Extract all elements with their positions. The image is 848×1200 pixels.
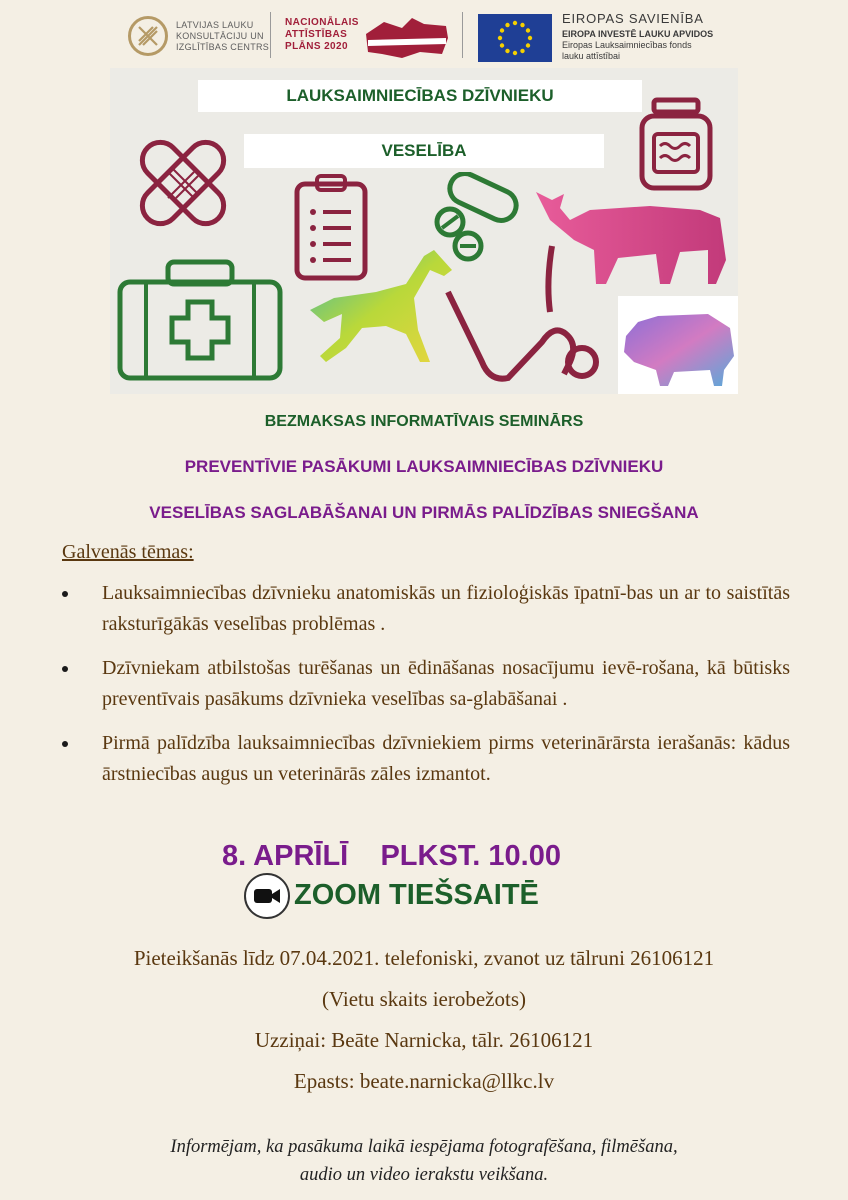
bullet-icon — [62, 741, 68, 747]
nap-line: NACIONĀLAIS — [285, 17, 359, 28]
seminar-title-line2: VESELĪBAS SAGLABĀŠANAI UN PIRMĀS PALĪDZĪBAS SNIEGŠANA — [149, 503, 699, 522]
nap-name — [285, 17, 359, 53]
event-platform: ZOOM TIEŠSAITĒ — [294, 879, 539, 911]
seminar-type: BEZMAKSAS INFORMATĪVAIS SEMINĀRS — [264, 413, 584, 430]
bullet-icon — [62, 591, 68, 597]
llkc-line: LATVIJAS LAUKU — [176, 20, 254, 30]
event-time: PLKST. 10.00 — [380, 840, 561, 872]
nap-line: PLĀNS 2020 — [285, 41, 348, 52]
first-aid-kit-icon — [116, 258, 286, 382]
topics-list — [62, 578, 790, 803]
pig-image-frame — [618, 296, 738, 394]
bullet-icon — [62, 666, 68, 672]
email-info: Epasts: beate.narnicka@llkc.lv — [293, 1069, 555, 1093]
photo-notice — [0, 1133, 848, 1189]
eu-fund-line: lauku attīstībai — [562, 51, 621, 61]
seats-note: (Vietu skaits ierobežots) — [321, 987, 526, 1011]
event-date: 8. APRĪLĪ — [222, 840, 349, 872]
bandage-icon — [128, 128, 238, 238]
pig-image — [618, 296, 738, 394]
eu-star-icon — [520, 23, 524, 27]
llkc-line: KONSULTĀCIJU UN — [176, 31, 264, 41]
llkc-logo-icon — [128, 16, 168, 56]
eu-subtitle: EIROPA INVESTĒ LAUKU APVIDOS — [562, 29, 714, 39]
topic-text: Pirmā palīdzība lauksaimniecības dzīvniekiem pirms veterinārārsta ierašanās: kādus ārstniecības augus un veterinārās zāles izmantot. — [102, 732, 790, 785]
topic-item — [62, 653, 790, 715]
llkc-line: IZGLĪTĪBAS CENTRS — [176, 42, 270, 52]
medicine-jar-icon — [638, 96, 714, 192]
topic-item — [62, 728, 790, 790]
notice-line: audio un video ierakstu veikšana. — [299, 1165, 549, 1185]
video-camera-icon — [244, 873, 290, 919]
eu-star-icon — [500, 28, 504, 32]
nap-line: ATTĪSTĪBAS — [285, 29, 348, 40]
notice-line: Informējam, ka pasākuma laikā iespējama fotografēšana, filmēšana, — [170, 1137, 678, 1157]
eu-star-icon — [505, 49, 509, 53]
eu-fund-line: Eiropas Lauksaimniecības fonds — [562, 40, 692, 50]
banner-title-line1: LAUKSAIMNIECĪBAS DZĪVNIEKU — [198, 80, 642, 112]
topic-item — [62, 578, 790, 640]
eu-star-icon — [500, 43, 504, 47]
eu-star-icon — [513, 21, 517, 25]
divider — [462, 12, 463, 58]
bull-image — [530, 180, 730, 290]
topics-label: Galvenās tēmas: — [62, 541, 194, 563]
seminar-title-line1: PREVENTĪVIE PASĀKUMI LAUKSAIMNIECĪBAS DZĪVNIEKU — [184, 457, 664, 476]
eu-star-icon — [526, 28, 530, 32]
eu-star-icon — [528, 36, 532, 40]
llkc-name — [176, 20, 269, 53]
eu-star-icon — [526, 43, 530, 47]
event-datetime — [222, 840, 561, 873]
eu-text — [562, 10, 713, 62]
eu-star-icon — [498, 36, 502, 40]
logo-bar — [0, 0, 848, 66]
eu-flag-icon — [478, 14, 552, 62]
eu-title: EIROPAS SAVIENĪBA — [562, 11, 704, 26]
topic-text: Dzīvniekam atbilstošas turēšanas un ēdināšanas nosacījumu ievē-rošana, kā būtisks preventīvais pasākums dzīvnieka veselības sa-glabāšanai . — [102, 657, 790, 710]
banner-illustration — [110, 68, 738, 394]
eu-star-icon — [520, 49, 524, 53]
registration-info: Pieteikšanās līdz 07.04.2021. telefoniski, zvanot uz tālruni 26106121 — [133, 946, 715, 970]
eu-star-icon — [505, 23, 509, 27]
contact-info: Uzziņai: Beāte Narnicka, tālr. 26106121 — [254, 1028, 594, 1052]
topic-text: Lauksaimniecības dzīvnieku anatomiskās un fizioloģiskās īpatnī-bas un ar to saistītās raksturīgākās veselības problēmas . — [102, 582, 790, 635]
eu-star-icon — [513, 51, 517, 55]
banner-title-line2: VESELĪBA — [244, 134, 604, 168]
divider — [270, 12, 271, 58]
latvia-map-icon — [362, 14, 452, 62]
